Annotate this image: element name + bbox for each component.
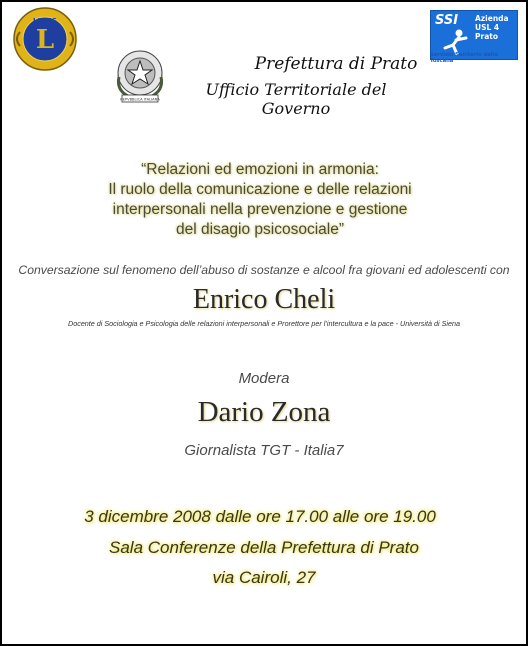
emblem-banner-text: REPVBBLICA ITALIANA <box>120 97 160 102</box>
lions-logo-text: LIONS <box>33 17 57 25</box>
svg-text:L: L <box>35 25 55 55</box>
italian-republic-emblem <box>112 47 168 105</box>
quote-line: interpersonali nella prevenzione e gestione <box>112 201 408 218</box>
quote-line: Il ruolo della comunicazione e delle relazioni <box>108 181 412 198</box>
conversation-intro: Conversazione sul fenomeno dell’abuso di sostanze e alcool fra giovani ed adolescenti con <box>18 263 510 277</box>
moderator-role: Giornalista TGT - Italia7 <box>184 442 344 459</box>
event-date-time: 3 dicembre 2008 dalle ore 17.00 alle ore 19.00 <box>84 507 436 526</box>
quote-line: “Relazioni ed emozioni in armonia: <box>141 161 379 178</box>
moderator-name: Dario Zona <box>197 396 331 428</box>
event-title-quote <box>40 160 480 240</box>
prefecture-subtitle: Ufficio Territoriale del Governo <box>205 80 387 118</box>
event-address: via Cairoli, 27 <box>212 568 316 587</box>
speaker-role: Docente di Sociologia e Psicologia delle relazioni interpersonali e Prorettore per l’intercultura e la pace - Università di Siena <box>68 319 460 328</box>
event-venue: Sala Conferenze della Prefettura di Prato <box>109 538 419 557</box>
prefecture-title: Prefettura di Prato <box>254 54 418 74</box>
speaker-name: Enrico Cheli <box>192 284 336 315</box>
ssi-mark: SSI <box>435 13 459 28</box>
ssi-azienda-text: Azienda USL 4 Prato <box>475 14 509 41</box>
quote-line: del disagio psicosociale” <box>175 221 344 238</box>
ssi-footer-text: Servizio Sanitario della Toscana <box>430 52 498 64</box>
moderator-label: Modera <box>238 370 290 387</box>
lions-club-logo <box>10 6 80 72</box>
